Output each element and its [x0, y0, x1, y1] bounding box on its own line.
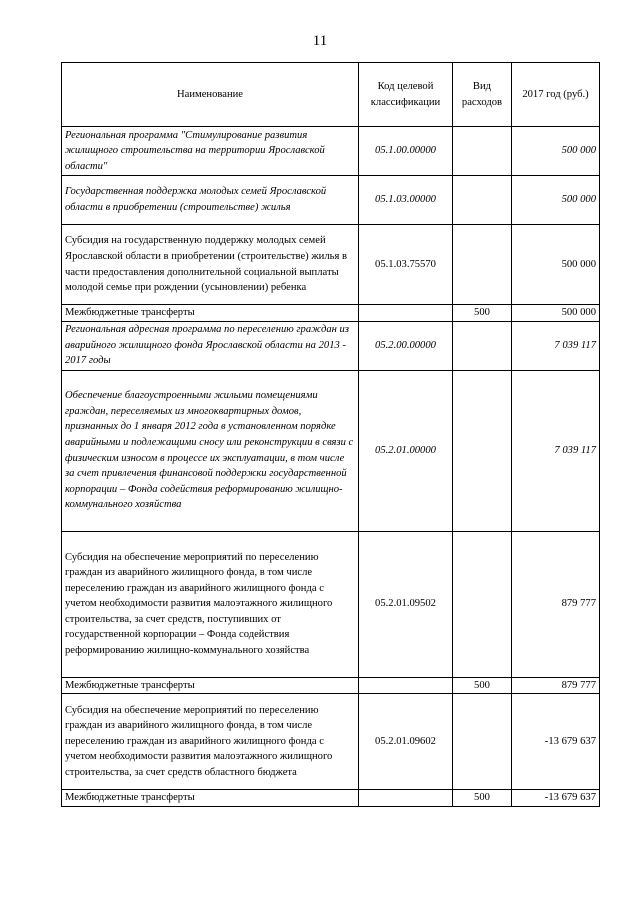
- row-name: Региональная программа "Стимулирование развития жилищного строительства на территории Ярославской области": [62, 127, 359, 176]
- row-code: 05.1.00.00000: [359, 127, 453, 176]
- row-name: Субсидия на государственную поддержку молодых семей Ярославской области в приобретении (строительстве) жилья в части предоставления дополнительной социальной выплаты молодой семье при рождении (усыновлении) ребенка: [62, 225, 359, 305]
- budget-table: [61, 62, 600, 807]
- table-row: [62, 694, 600, 790]
- row-code: [359, 677, 453, 694]
- row-code: 05.2.00.00000: [359, 321, 453, 370]
- table-row: [62, 790, 600, 807]
- table-row: [62, 225, 600, 305]
- row-type: [453, 694, 512, 790]
- row-name: Межбюджетные трансферты: [62, 305, 359, 322]
- row-code: 05.1.03.00000: [359, 176, 453, 225]
- row-type: [453, 176, 512, 225]
- page-number: 11: [312, 33, 328, 49]
- row-amount: 7 039 117: [512, 321, 600, 370]
- row-amount: 500 000: [512, 305, 600, 322]
- row-code: [359, 305, 453, 322]
- header-type: Вид расходов: [453, 63, 512, 127]
- row-name: Межбюджетные трансферты: [62, 790, 359, 807]
- table-row: [62, 305, 600, 322]
- table-row: [62, 531, 600, 677]
- row-name: Субсидия на обеспечение мероприятий по переселению граждан из аварийного жилищного фонда, в том числе переселению граждан из аварийного жилищного фонда с учетом необходимости развития малоэтажного жилищного строительства, за счет средств областного бюджета: [62, 694, 359, 790]
- row-amount: 500 000: [512, 127, 600, 176]
- row-amount: 500 000: [512, 176, 600, 225]
- table-header: [62, 63, 600, 127]
- row-type: 500: [453, 305, 512, 322]
- row-type: [453, 127, 512, 176]
- row-amount: -13 679 637: [512, 694, 600, 790]
- row-name: Государственная поддержка молодых семей Ярославской области в приобретении (строительстве) жилья: [62, 176, 359, 225]
- header-amount: 2017 год (руб.): [512, 63, 600, 127]
- row-type: 500: [453, 677, 512, 694]
- row-name: Субсидия на обеспечение мероприятий по переселению граждан из аварийного жилищного фонда, в том числе переселению граждан из аварийного жилищного фонда с учетом необходимости развития малоэтажного жилищного строительства, за счет средств, поступивших от государственной корпорации – Фонда содействия реформированию жилищно-коммунального хозяйства: [62, 531, 359, 677]
- header-name: Наименование: [62, 63, 359, 127]
- table-body: [62, 127, 600, 807]
- row-type: [453, 321, 512, 370]
- row-type: [453, 531, 512, 677]
- header-row: [62, 63, 600, 127]
- row-amount: -13 679 637: [512, 790, 600, 807]
- row-code: [359, 790, 453, 807]
- row-name: Региональная адресная программа по переселению граждан из аварийного жилищного фонда Ярославской области на 2013 - 2017 годы: [62, 321, 359, 370]
- row-amount: 500 000: [512, 225, 600, 305]
- row-type: [453, 370, 512, 531]
- table-row: [62, 321, 600, 370]
- row-amount: 879 777: [512, 531, 600, 677]
- row-code: 05.2.01.09602: [359, 694, 453, 790]
- row-type: [453, 225, 512, 305]
- header-code: Код целевой классификации: [359, 63, 453, 127]
- table-row: [62, 370, 600, 531]
- table-row: [62, 176, 600, 225]
- row-amount: 7 039 117: [512, 370, 600, 531]
- table-row: [62, 127, 600, 176]
- row-type: 500: [453, 790, 512, 807]
- table-row: [62, 677, 600, 694]
- row-amount: 879 777: [512, 677, 600, 694]
- row-code: 05.2.01.00000: [359, 370, 453, 531]
- row-code: 05.1.03.75570: [359, 225, 453, 305]
- row-name: Межбюджетные трансферты: [62, 677, 359, 694]
- row-code: 05.2.01.09502: [359, 531, 453, 677]
- row-name: Обеспечение благоустроенными жилыми помещениями граждан, переселяемых из многоквартирных домов, признанных до 1 января 2012 года в установленном порядке аварийными и подлежащими сносу или реконструкции в связи с физическим износом в процессе их эксплуатации, в том числе за счет привлечения финансовой поддержки государственной корпорации – Фонда содействия реформированию жилищно-коммунального хозяйства: [62, 370, 359, 531]
